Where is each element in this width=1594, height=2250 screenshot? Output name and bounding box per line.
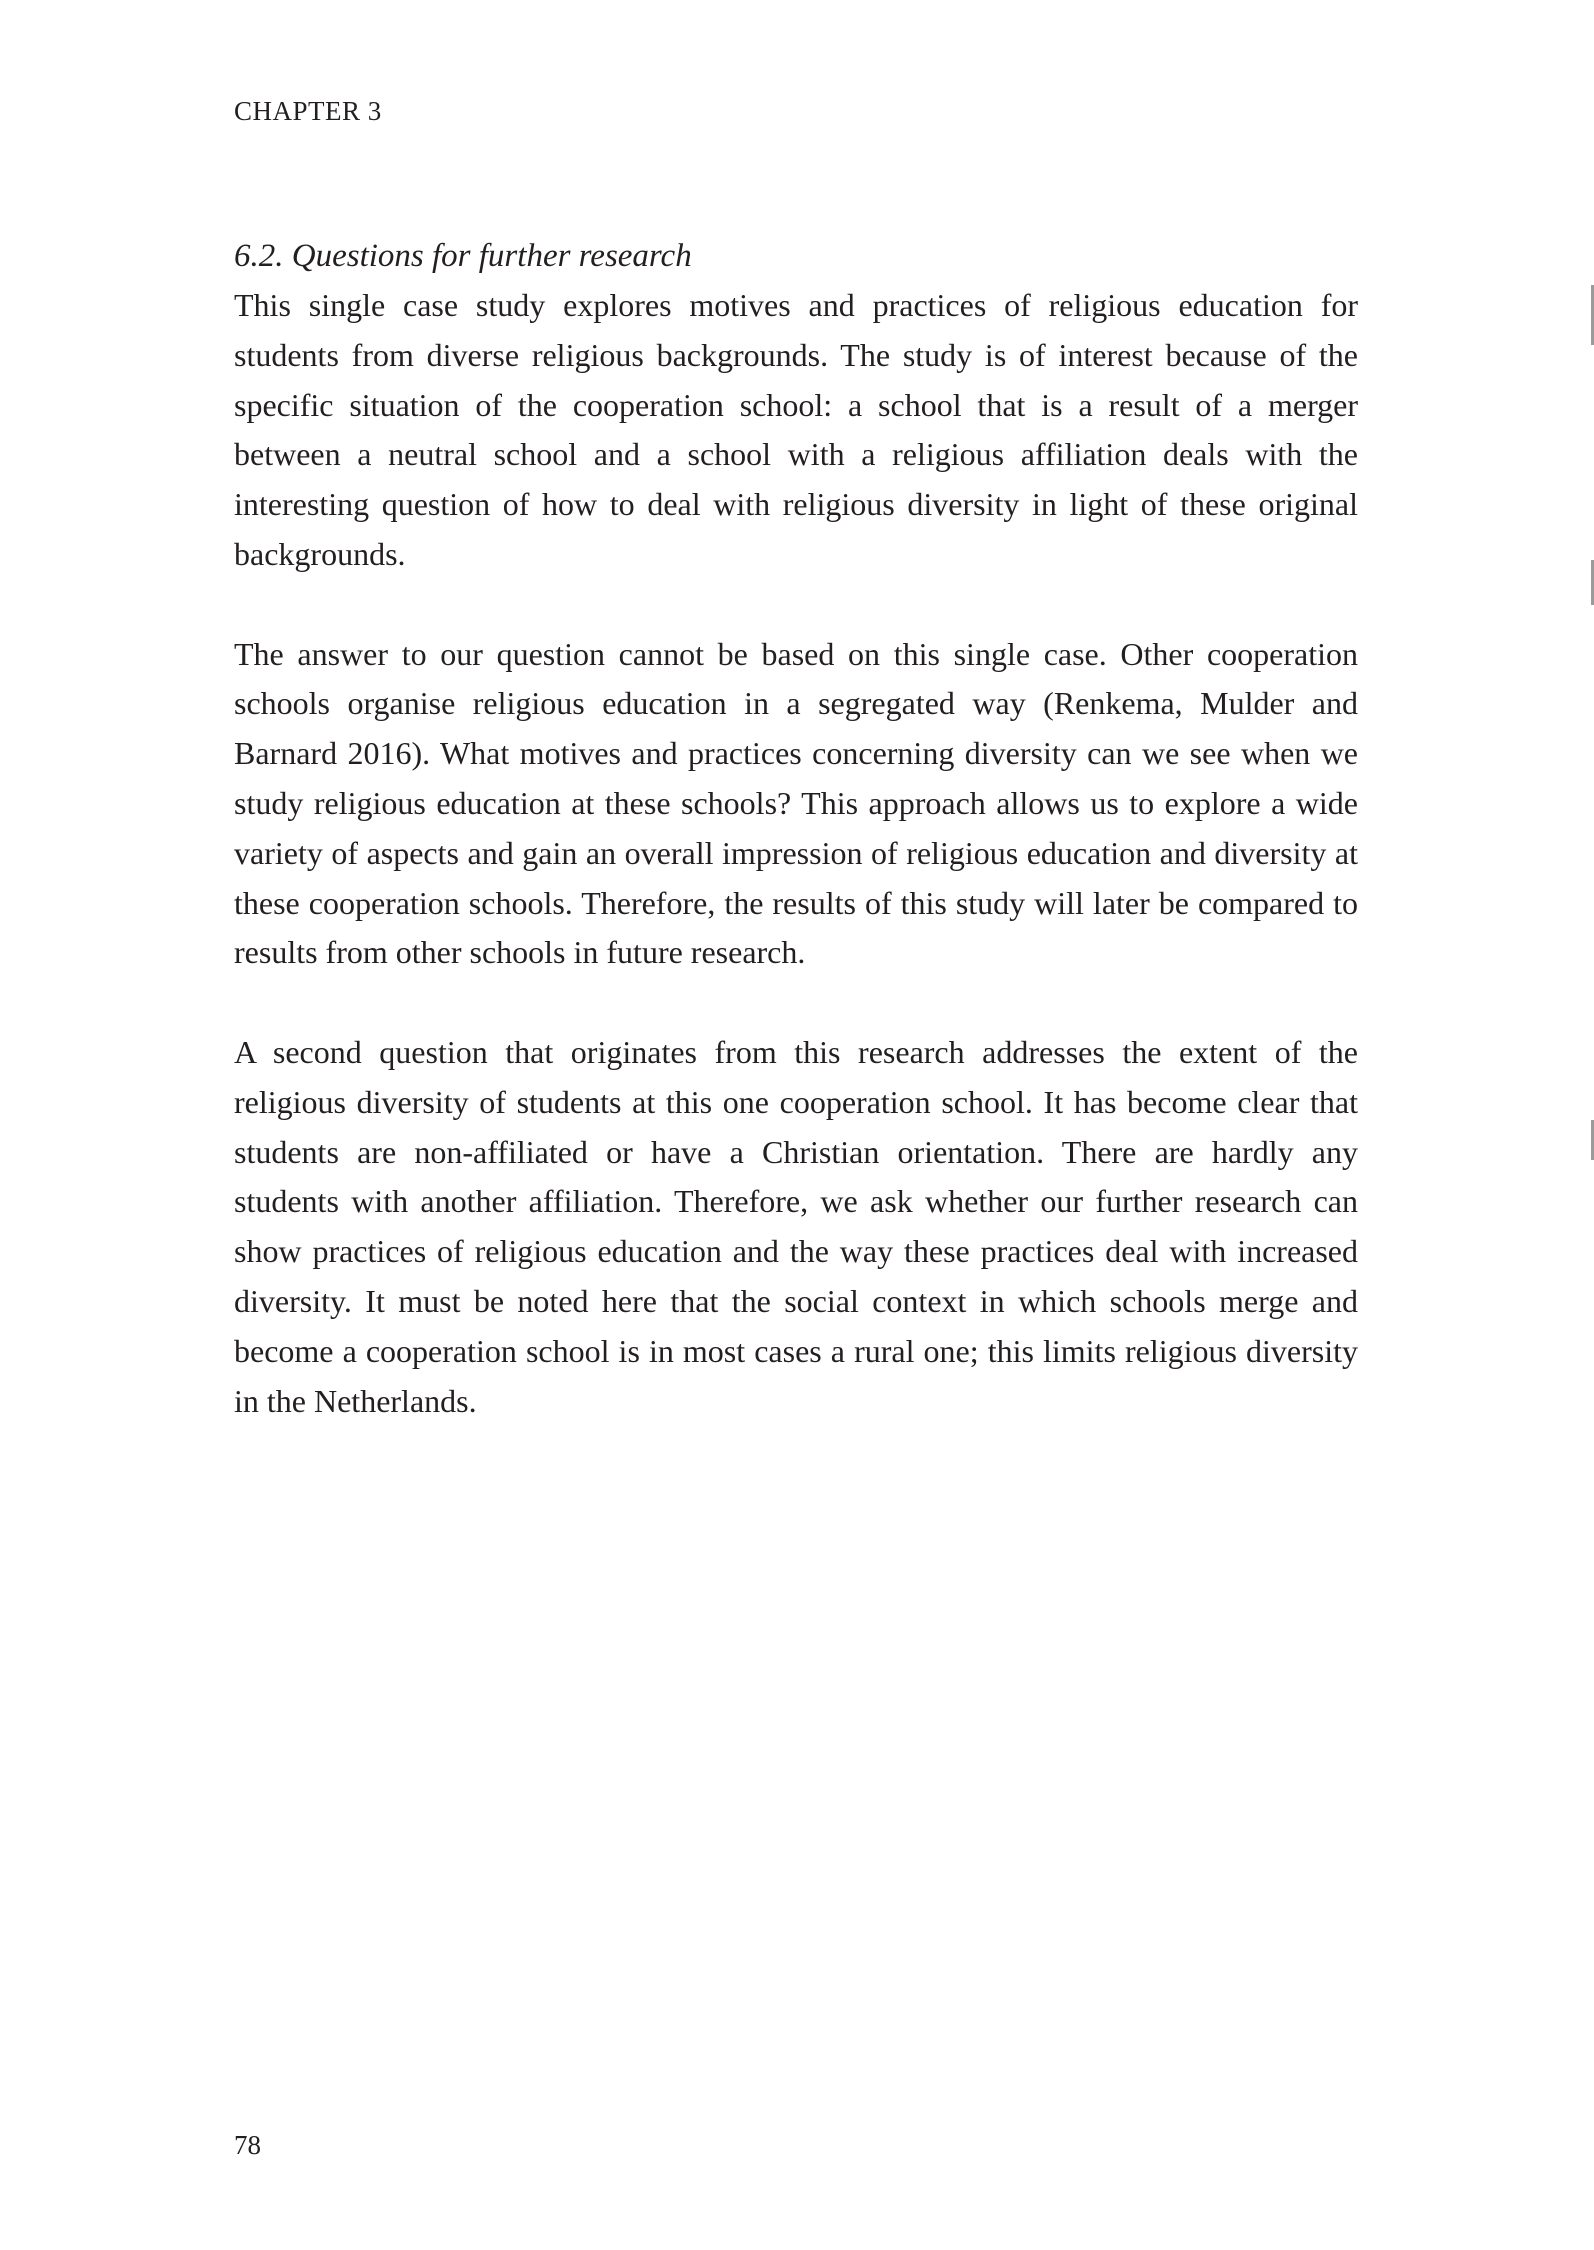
section-body <box>234 231 1358 1426</box>
paragraph: This single case study explores motives and practices of religious education for students from diverse religious backgrounds. The study is of interest because of the specific situation of the cooperation school: a school that is a result of a merger between a neutral school and a school with a religious affiliation deals with the interesting question of how to deal with religious diversity in light of these original backgrounds. <box>234 287 1358 572</box>
running-head: CHAPTER 3 <box>234 96 382 126</box>
section-heading: 6.2. Questions for further research <box>234 238 692 274</box>
paragraph: The answer to our question cannot be based on this single case. Other cooperation schools organise religious education in a segregated way (Renkema, Mulder and Barnard 2016). What motives and practices concerning diversity can we see when we study religious education at these schools? This approach allows us to explore a wide variety of aspects and gain an overall impression of religious education and diversity at these cooperation schools. Therefore, the results of this study will later be compared to results from other schools in future research. <box>234 635 1358 971</box>
page-number: 78 <box>234 2130 261 2160</box>
paragraph: A second question that originates from this research addresses the extent of the religious diversity of students at this one cooperation school. It has become clear that students are non-affiliated or have a Christian orientation. There are hardly any students with another affiliation. Therefore, we ask whether our further research can show practices of religious education and the way these practices deal with increased diversity. It must be noted here that the social context in which schools merge and become a cooperation school is in most cases a rural one; this limits religious diversity in the Netherlands. <box>234 1033 1358 1419</box>
